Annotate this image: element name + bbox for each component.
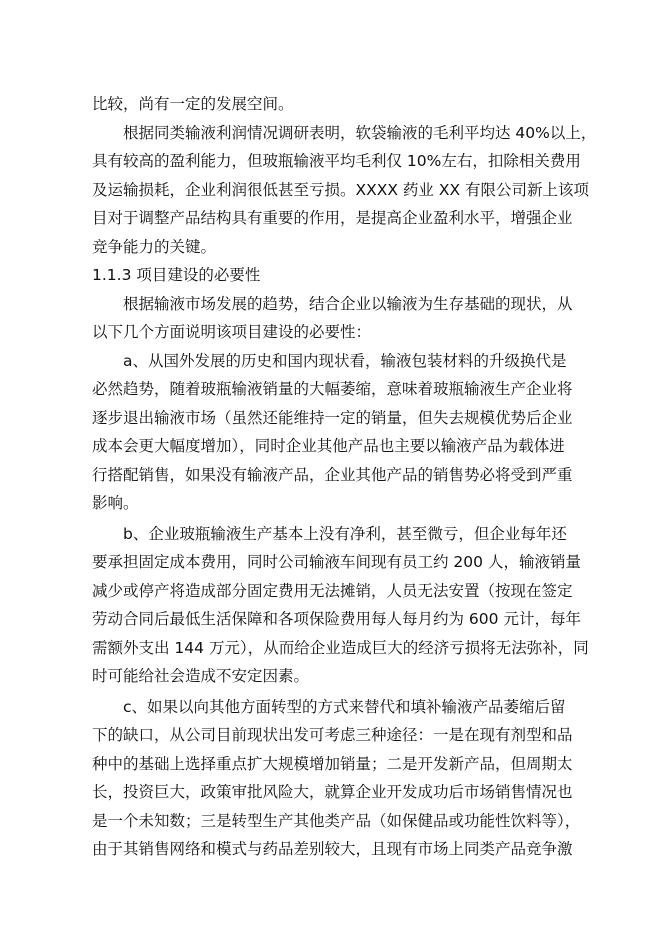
text-line: 种中的基础上选择重点扩大规模增加销量；二是开发新产品，但周期太	[92, 754, 573, 773]
paragraph-start-line: 根据同类输液利润情况调研表明，软袋输液的毛利平均达 40%以上，	[123, 123, 597, 142]
section-heading: 1.1.3 项目建设的必要性	[92, 266, 261, 284]
text-line: 成本会更大幅度增加），同时企业其他产品也主要以输液产品为载体进	[92, 437, 565, 455]
text-line: 必然趋势，随着玻瓶输液销量的大幅萎缩，意味着玻瓶输液生产企业将	[92, 380, 573, 398]
text-line: 劳动合同后最低生活保障和各项保险费用每人每月约为 600 元计，每年	[92, 610, 581, 628]
text-line: 行搭配销售，如果没有输液产品，企业其他产品的销售势必将受到严重	[92, 465, 573, 484]
list-item-a: a、从国外发展的历史和国内现状看，输液包装材料的升级换代是	[123, 351, 567, 370]
text-line: 下的缺口，从公司目前现状出发可考虑三种途径：一是在现有剂型和品	[92, 726, 573, 744]
list-item-c: c、如果以向其他方面转型的方式来替代和填补输液产品萎缩后留	[123, 697, 566, 716]
text-line: 影响。	[92, 494, 139, 512]
text-line: 目对于调整产品结构具有重要的作用，是提高企业盈利水平，增强企业	[92, 209, 573, 227]
text-line: 是一个未知数；三是转型生产其他类产品（如保健品或功能性饮料等），	[92, 811, 581, 830]
text-line: 要承担固定成本费用，同时公司输液车间现有员工约 200 人，输液销量	[92, 553, 581, 571]
text-line: 减少或停产将造成部分固定费用无法摊销，人员无法安置（按现在签定	[92, 581, 573, 600]
text-line: 及运输损耗，企业利润很低甚至亏损。XXXX 药业 XX 有限公司新上该项	[92, 180, 589, 199]
text-line: 由于其销售网络和模式与药品差别较大，且现有市场上同类产品竞争激	[92, 840, 573, 858]
paragraph-start-line: 根据输液市场发展的趋势，结合企业以输液为生存基础的现状，从	[123, 294, 573, 313]
text-line: 需额外支出 144 万元），从而给企业造成巨大的经济亏损将无法弥补，同	[92, 638, 589, 657]
text-line: 具有较高的盈利能力，但玻瓶输液平均毛利仅 10%左右，扣除相关费用	[92, 152, 581, 170]
text-line: 竞争能力的关键。	[92, 237, 217, 256]
text-line: 比较，尚有一定的发展空间。	[92, 95, 294, 113]
text-line: 逐步退出输液市场（虽然还能维持一定的销量，但失去规模优势后企业	[92, 408, 573, 427]
text-line: 时可能给社会造成不安定因素。	[92, 667, 310, 685]
text-line: 以下几个方面说明该项目建设的必要性：	[92, 323, 372, 341]
document-body	[92, 90, 597, 864]
list-item-b: b、企业玻瓶输液生产基本上没有净利，甚至微亏，但企业每年还	[123, 524, 567, 543]
text-line: 长，投资巨大，政策审批风险大，就算企业开发成功后市场销售情况也	[92, 783, 573, 801]
